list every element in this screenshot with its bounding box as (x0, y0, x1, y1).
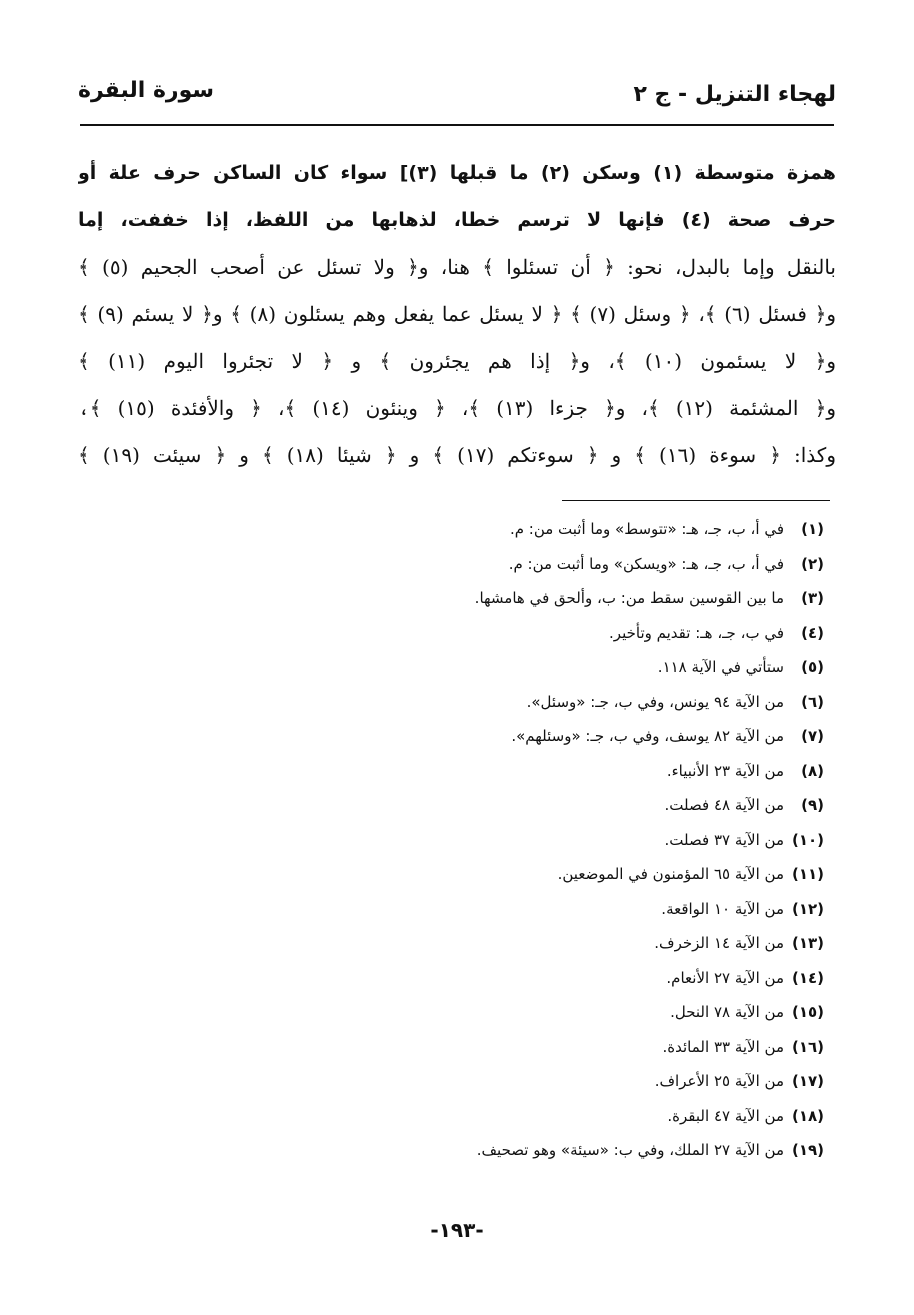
footnote-item (60, 1133, 824, 1168)
footnote-text: من الآية ٣٣ المائدة. (662, 1037, 784, 1056)
footnote-number: (٣) (801, 589, 824, 607)
footnote-text: في أ، ب، جـ، هـ: «ويسكن» وما أثبت من: م. (508, 554, 784, 573)
footnote-item (60, 547, 824, 582)
footnote-text: من الآية ٢٧ الأنعام. (666, 968, 784, 987)
footnote-number: (١) (801, 520, 824, 538)
footnote-item (60, 754, 824, 789)
footnote-number: (١٩) (791, 1141, 824, 1159)
footnote-number: (٩) (801, 796, 824, 814)
main-text-line: بالنقل وإما بالبدل، نحو: ﴿ أن تسئلوا ﴾ هنا، و﴿ ولا تسئل عن أصحب الجحيم (٥) ﴾ (78, 255, 836, 279)
main-text-line: همزة متوسطة (١) وسكن (٢) ما قبلها (٣)] سواء كان الساكن حرف علة أو (78, 162, 836, 184)
footnote-text: في ب، جـ، هـ: تقديم وتأخير. (609, 623, 784, 642)
footnote-item (60, 616, 824, 651)
footnote-item (60, 685, 824, 720)
footnote-text: ما بين القوسين سقط من: ب، وألحق في هامشها. (474, 589, 784, 607)
footnote-item (60, 961, 824, 996)
footnote-number: (٧) (801, 727, 824, 745)
footnote-text: من الآية ٢٣ الأنبياء. (666, 761, 784, 780)
footnote-text: من الآية ٢٧ الملك، وفي ب: «سيئة» وهو تصحيف. (476, 1141, 784, 1159)
page-number: -١٩٣- (430, 1218, 484, 1242)
footnotes-list (60, 512, 824, 1168)
running-header (78, 78, 836, 128)
footnote-number: (١٠) (791, 830, 824, 849)
header-book-title: لهجاء التنزيل - ج ٢ (633, 82, 836, 107)
footnote-text: من الآية ٦٥ المؤمنون في الموضعين. (557, 865, 784, 883)
main-text-line: وكذا: ﴿ سوءة (١٦) ﴾ و ﴿ سوءتكم (١٧) ﴾ و ﴿ شيئا (١٨) ﴾ و ﴿ سيئت (١٩) ﴾ (78, 443, 836, 467)
footnote-item (60, 857, 824, 892)
footnote-text: من الآية ٣٧ فصلت. (664, 830, 784, 849)
footnote-text: في أ، ب، جـ، هـ: «تتوسط» وما أثبت من: م. (509, 520, 784, 538)
main-text-line: حرف صحة (٤) فإنها لا ترسم خطا، لذهابها من اللفظ، إذا خففت، إما (78, 209, 836, 231)
footnote-divider (562, 500, 830, 501)
main-text-line: و﴿ فسئل (٦) ﴾، ﴿ وسئل (٧) ﴾ ﴿ لا يسئل عما يفعل وهم يسئلون (٨) ﴾ و﴿ لا يسئم (٩) ﴾ (78, 302, 836, 326)
footnote-number: (٤) (801, 623, 824, 642)
footnote-item (60, 581, 824, 616)
footnote-number: (٨) (801, 761, 824, 780)
footnote-number: (٦) (801, 692, 824, 711)
footnote-text: من الآية ١٤ الزخرف. (654, 934, 784, 952)
footnote-item (60, 823, 824, 858)
footnote-number: (٢) (801, 554, 824, 573)
footnote-item (60, 1099, 824, 1134)
footnote-text: من الآية ٧٨ النحل. (670, 1003, 784, 1021)
footnote-item (60, 788, 824, 823)
footnote-item (60, 1064, 824, 1099)
footnote-item (60, 650, 824, 685)
footnote-number: (١٤) (791, 968, 824, 987)
footnote-text: ستأتي في الآية ١١٨. (657, 658, 784, 676)
footnote-number: (١٥) (791, 1003, 824, 1021)
footnote-text: من الآية ٩٤ يونس، وفي ب، جـ: «وسئل». (526, 692, 784, 711)
footnote-text: من الآية ٤٨ فصلت. (664, 796, 784, 814)
footnote-number: (١٢) (791, 899, 824, 918)
footnote-number: (١٣) (791, 934, 824, 952)
footnote-item (60, 926, 824, 961)
footnote-number: (١٧) (791, 1072, 824, 1090)
footnote-text: من الآية ١٠ الواقعة. (661, 899, 784, 918)
footnote-item (60, 512, 824, 547)
footnote-item (60, 719, 824, 754)
footnote-item (60, 995, 824, 1030)
footnote-item (60, 1030, 824, 1065)
footnote-number: (١٦) (791, 1037, 824, 1056)
footnote-text: من الآية ٢٥ الأعراف. (654, 1072, 784, 1090)
footnote-text: من الآية ٨٢ يوسف، وفي ب، جـ: «وسئلهم». (511, 727, 784, 745)
main-text-line: و﴿ لا يسئمون (١٠) ﴾، و﴿ إذا هم يجئرون ﴾ و ﴿ لا تجئروا اليوم (١١) ﴾ (78, 349, 836, 373)
header-divider (80, 124, 834, 126)
footnote-number: (٥) (801, 658, 824, 676)
header-surah-name: سورة البقرة (78, 78, 215, 103)
main-text-block (78, 150, 836, 479)
footnote-number: (١٨) (791, 1106, 824, 1125)
footnote-number: (١١) (791, 865, 824, 883)
main-text-line: و﴿ المشئمة (١٢) ﴾، و﴿ جزءا (١٣) ﴾، ﴿ وينئون (١٤) ﴾، ﴿ والأفئدة (١٥) ﴾، (78, 396, 836, 420)
footnote-text: من الآية ٤٧ البقرة. (667, 1106, 784, 1125)
footnote-item (60, 892, 824, 927)
